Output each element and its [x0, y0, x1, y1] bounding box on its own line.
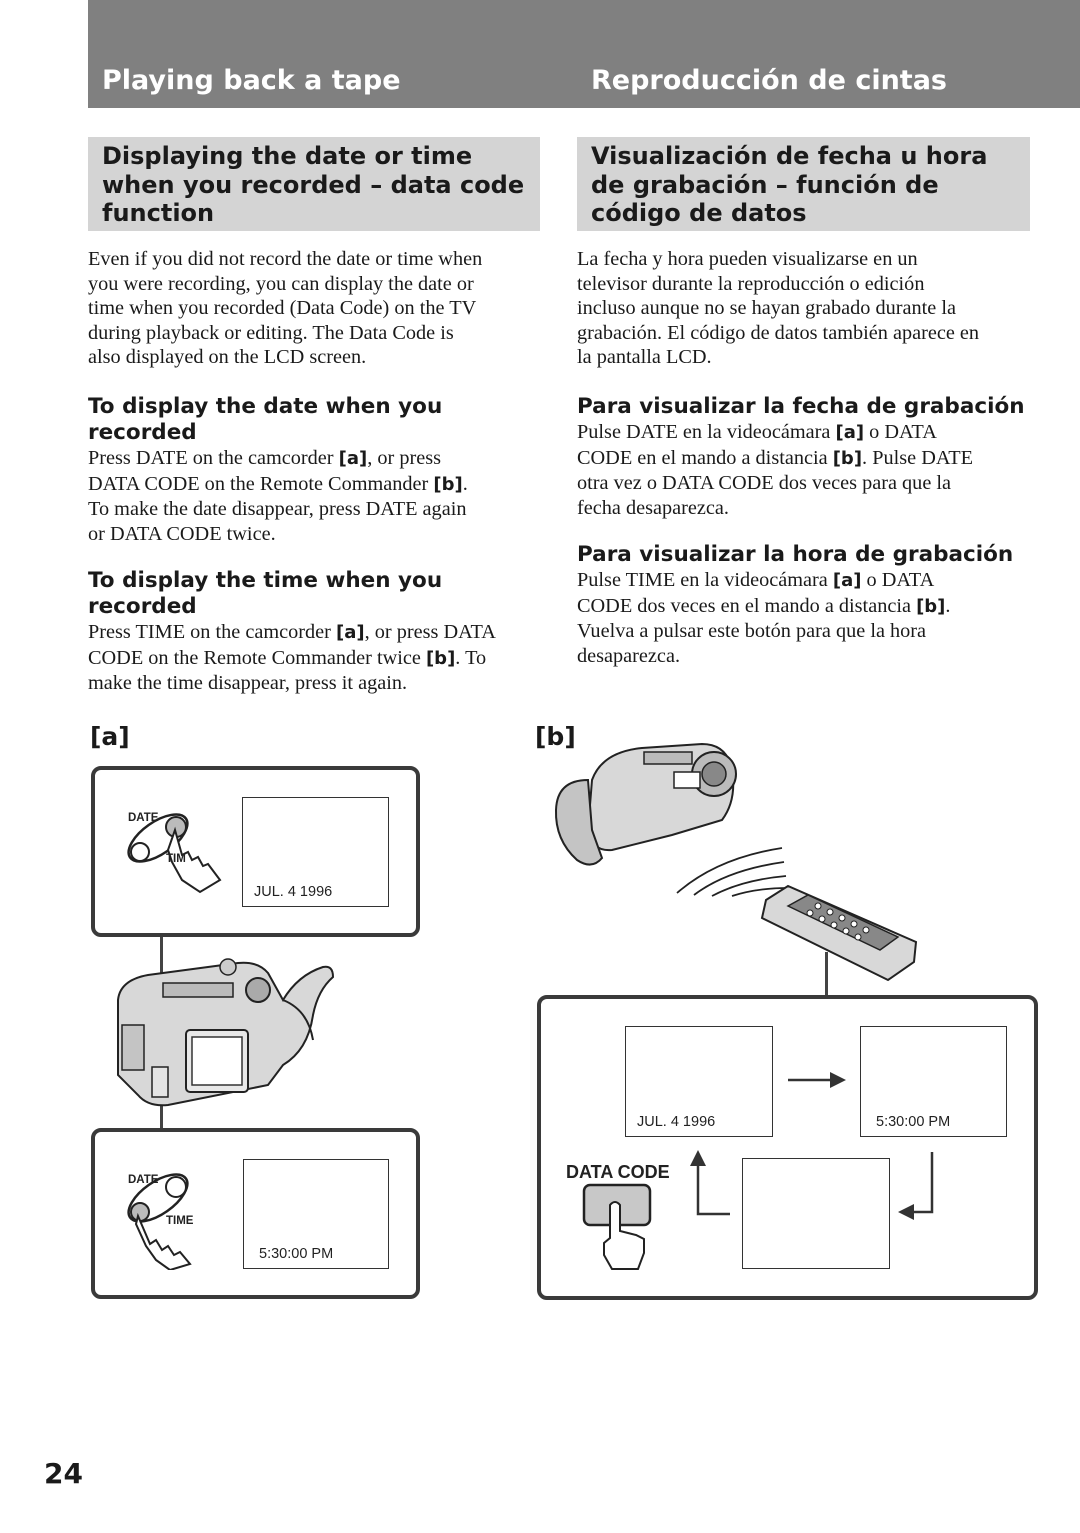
date-display: JUL. 4 1996 — [637, 1114, 716, 1130]
section-title-es — [577, 137, 1030, 228]
section-title-es-line: código de datos — [591, 199, 807, 227]
text-line: you were recording, you can display the date or — [88, 272, 474, 295]
figure-ref-a: [a] — [338, 448, 368, 469]
text-segment: , or press DATA — [364, 621, 496, 643]
heading-line: recorded — [88, 594, 197, 619]
text-line — [88, 646, 496, 672]
time-heading-en — [88, 568, 442, 620]
figure-label-a: [a] — [90, 722, 130, 751]
text-segment: . Pulse DATE — [862, 446, 974, 469]
time-button-label: TIM — [166, 853, 186, 865]
time-paragraph-en — [88, 620, 496, 696]
date-paragraph-en — [88, 446, 468, 546]
text-line: also displayed on the LCD screen. — [88, 346, 367, 369]
section-title-es-line: Visualización de fecha u hora — [591, 142, 988, 170]
figure-ref-a: [a] — [336, 622, 365, 643]
text-line: fecha desaparezca. — [577, 496, 729, 519]
text-line: La fecha y hora pueden visualizarse en un — [577, 248, 918, 270]
section-title-es-line: de grabación – función de — [591, 170, 939, 199]
text-segment: o DATA — [861, 569, 935, 591]
date-paragraph-es — [577, 420, 973, 520]
figure-ref-b: [b] — [916, 595, 946, 617]
camcorder-illustration — [108, 955, 340, 1110]
figure-ref-a: [a] — [835, 422, 865, 443]
section-title-en-line: function — [102, 199, 215, 227]
text-line — [88, 620, 496, 646]
page-number: 24 — [44, 1457, 83, 1490]
remote-commander-illustration — [758, 880, 923, 985]
text-segment: CODE dos veces en el mando a distancia — [577, 594, 917, 617]
text-line — [88, 446, 468, 472]
date-heading-en — [88, 394, 442, 446]
text-line: during playback or editing. The Data Code is — [88, 321, 454, 344]
text-line: incluso aunque no se hayan grabado durante la — [577, 297, 957, 320]
section-title-en-line: Displaying the date or time — [102, 142, 473, 170]
tv-screen-time — [243, 1159, 389, 1269]
intro-paragraph-en — [88, 247, 482, 370]
text-segment: DATA CODE on the Remote Commander — [88, 472, 434, 495]
text-line: grabación. El código de datos también aparece en — [577, 321, 980, 344]
text-segment: Press TIME on the camcorder — [88, 621, 336, 643]
figure-ref-a: [a] — [832, 570, 862, 591]
arrow-up-icon — [686, 1148, 736, 1218]
figure-ref-b: [b] — [425, 647, 456, 669]
time-display: 5:30:00 PM — [876, 1114, 951, 1130]
figure-ref-b: [b] — [832, 447, 863, 469]
text-line — [577, 594, 950, 620]
time-paragraph-es — [577, 568, 950, 668]
text-segment: . — [945, 594, 951, 617]
text-line: la pantalla LCD. — [577, 346, 712, 369]
text-line: To make the date disappear, press DATE again — [88, 498, 467, 521]
section-title-en-box — [88, 137, 540, 231]
text-line: time when you recorded (Data Code) on the TV — [88, 297, 477, 320]
section-title-en — [88, 137, 540, 228]
section-title-es-box — [577, 137, 1030, 231]
intro-paragraph-es — [577, 247, 979, 370]
heading-line: To display the date when you — [88, 394, 443, 419]
heading-line: recorded — [88, 420, 197, 445]
text-segment: . — [462, 472, 468, 495]
text-line: desaparezca. — [577, 644, 681, 667]
text-segment: Pulse DATE en la videocámara — [577, 421, 836, 443]
time-heading-es: Para visualizar la hora de grabación — [577, 542, 1014, 567]
data-code-button-press-icon — [580, 1183, 654, 1273]
arrow-return-icon — [896, 1150, 938, 1222]
header-title-en: Playing back a tape — [102, 65, 401, 96]
text-line — [88, 472, 468, 498]
time-button-label: TIME — [166, 1215, 194, 1227]
figure-ref-b: [b] — [433, 473, 463, 495]
text-segment: CODE on the Remote Commander twice — [88, 646, 426, 669]
arrow-right-icon — [786, 1068, 848, 1092]
text-segment: Press DATE on the camcorder — [88, 447, 339, 469]
text-segment: Pulse TIME en la videocámara — [577, 569, 833, 591]
text-segment: , or press — [367, 447, 442, 469]
text-line: make the time disappear, press it again. — [88, 672, 408, 695]
tv-screen-blank — [742, 1158, 890, 1269]
text-line: otra vez o DATA CODE dos veces para que la — [577, 472, 952, 495]
text-line — [577, 420, 973, 446]
tv-screen-time — [860, 1026, 1007, 1137]
data-code-button-label: DATA CODE — [566, 1162, 670, 1182]
text-segment: CODE en el mando a distancia — [577, 446, 833, 469]
text-line — [577, 568, 950, 594]
date-display: JUL. 4 1996 — [254, 884, 333, 900]
connector-line — [825, 952, 828, 997]
text-line: televisor durante la reproducción o edición — [577, 272, 925, 295]
header-title-es: Reproducción de cintas — [591, 65, 947, 96]
date-button-label: DATE — [128, 812, 159, 824]
date-button-label: DATE — [128, 1174, 159, 1186]
time-display: 5:30:00 PM — [259, 1246, 334, 1262]
text-line — [577, 446, 973, 472]
date-heading-es: Para visualizar la fecha de grabación — [577, 394, 1025, 419]
section-title-en-line: when you recorded – data code — [102, 170, 525, 199]
text-line: Even if you did not record the date or time when — [88, 248, 483, 270]
figure-label-b: [b] — [535, 722, 576, 751]
heading-line: To display the time when you — [88, 568, 443, 593]
text-segment: . To — [455, 646, 487, 669]
text-line: or DATA CODE twice. — [88, 522, 276, 545]
text-line: Vuelva a pulsar este botón para que la hora — [577, 620, 927, 643]
tv-screen-date — [242, 797, 389, 907]
tv-screen-date — [625, 1026, 773, 1137]
text-segment: o DATA — [864, 421, 937, 443]
